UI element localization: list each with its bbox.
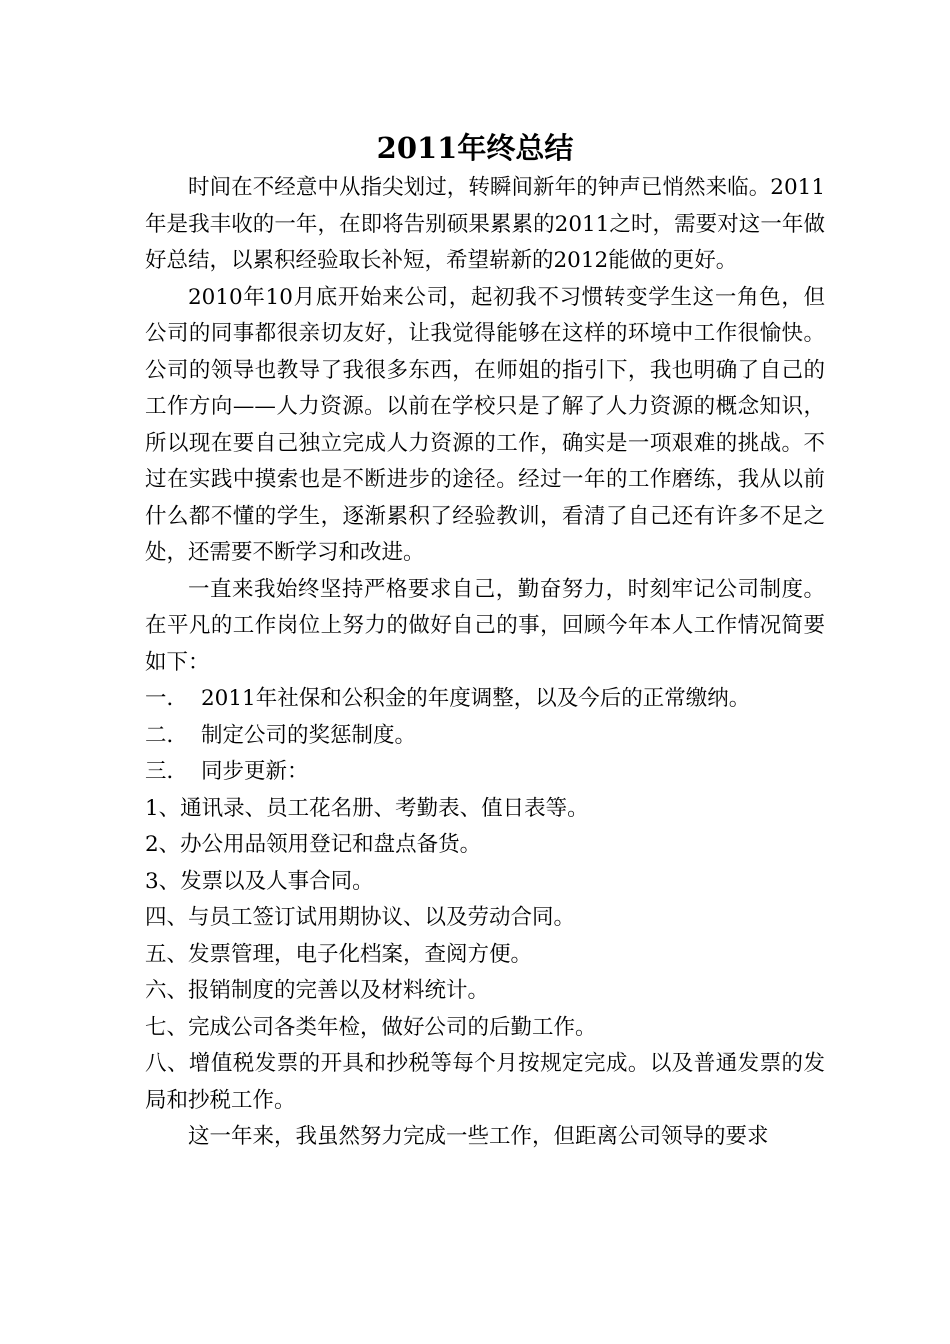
list-marker: 二． xyxy=(145,722,189,748)
list-text: 2011年社保和公积金的年度调整，以及今后的正常缴纳。 xyxy=(201,686,751,711)
list-item-6: 六、报销制度的完善以及材料统计。 xyxy=(145,978,490,1003)
paragraph-intro: 时间在不经意中从指尖划过，转瞬间新年的钟声已悄然来临。2011年是我丰收的一年，在即将告别硕果累累的2011之时，需要对这一年做好总结，以累积经验取长补短，希望崭新的2012能做的更好。 xyxy=(145,175,825,273)
paragraph-background: 2010年10月底开始来公司，起初我不习惯转变学生这一角色，但公司的同事都很亲切友好，让我觉得能够在这样的环境中工作很愉快。公司的领导也教导了我很多东西，在师姐的指引下，我也明确了自己的工作方向——人力资源。以前在学校只是了解了人力资源的概念知识，所以现在要自己独立完成人力资源的工作，确实是一项艰难的挑战。不过在实践中摸索也是不断进步的途径。经过一年的工作磨练，我从以前什么都不懂的学生，逐渐累积了经验教训，看清了自己还有许多不足之处，还需要不断学习和改进。 xyxy=(145,284,825,565)
list-marker: 一． xyxy=(145,686,189,711)
paragraph-closing: 这一年来，我虽然努力完成一些工作，但距离公司领导的要求 xyxy=(188,1124,769,1149)
sub-list-item-1: 1、通讯录、员工花名册、考勤表、值日表等。 xyxy=(145,795,589,821)
list-text: 制定公司的奖惩制度。 xyxy=(201,722,417,748)
list-item-1 xyxy=(145,681,825,718)
document-title: 2011年终总结 xyxy=(376,131,574,165)
list-item-2 xyxy=(145,718,825,755)
list-text: 同步更新： xyxy=(201,759,309,784)
list-item-5: 五、发票管理，电子化档案，查阅方便。 xyxy=(145,941,533,967)
sub-list-item-2: 2、办公用品领用登记和盘点备货。 xyxy=(145,832,482,857)
sub-list-item-3: 3、发票以及人事合同。 xyxy=(145,868,374,894)
list-item-7: 七、完成公司各类年检，做好公司的后勤工作。 xyxy=(145,1014,597,1040)
paragraph-summary-intro: 一直来我始终坚持严格要求自己，勤奋努力，时刻牢记公司制度。在平凡的工作岗位上努力的做好自己的事，回顾今年本人工作情况简要如下： xyxy=(145,576,825,675)
list-item-8: 八、增值税发票的开具和抄税等每个月按规定完成。以及普通发票的发局和抄税工作。 xyxy=(145,1051,825,1113)
list-item-4: 四、与员工签订试用期协议、以及劳动合同。 xyxy=(145,905,576,930)
list-marker: 三． xyxy=(145,759,189,784)
list-item-3 xyxy=(145,754,825,791)
document-body xyxy=(145,170,825,1156)
